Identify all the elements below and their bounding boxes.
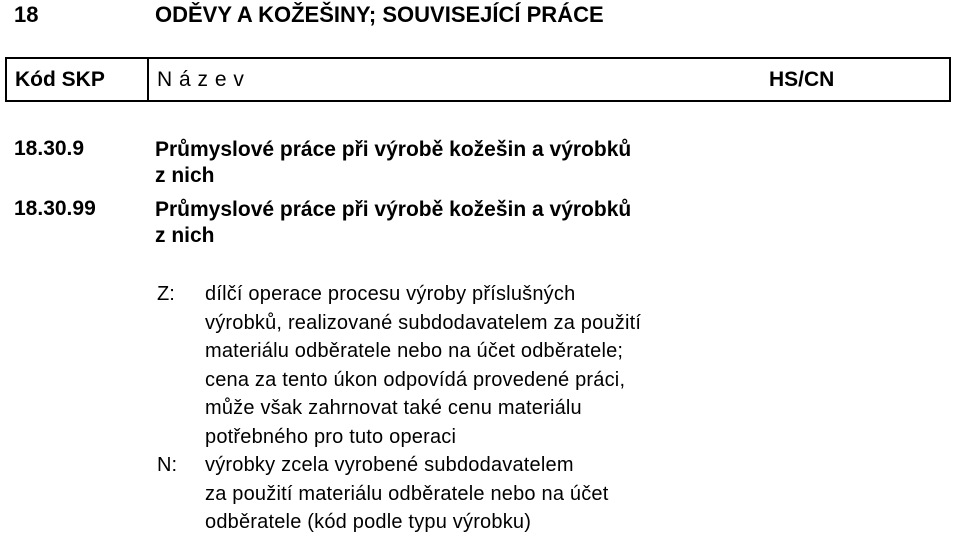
includes-line: materiálu odběratele nebo na účet odběratele; — [205, 340, 624, 362]
item-code: 18.30.9 — [14, 137, 85, 160]
excludes-text — [205, 451, 609, 537]
item-code: 18.30.99 — [14, 197, 96, 220]
excludes-line: za použití materiálu odběratele nebo na účet — [205, 482, 609, 505]
includes-label: Z: — [157, 283, 175, 305]
header-divider — [147, 59, 149, 100]
includes-line: může však zahrnovat také cenu materiálu — [205, 397, 582, 419]
section-title: ODĚVY A KOŽEŠINY; SOUVISEJÍCÍ PRÁCE — [155, 2, 604, 27]
includes-line: výrobků, realizované subdodavatelem za použití — [205, 311, 642, 334]
item-title-line: Průmyslové práce při výrobě kožešin a výrobků — [155, 138, 632, 161]
header-hscn-label: HS/CN — [769, 68, 835, 91]
header-name-label: N á z e v — [157, 68, 245, 91]
excludes-line: odběratele (kód podle typu výrobku) — [205, 511, 532, 533]
item-title — [155, 137, 631, 189]
section-number: 18 — [14, 2, 39, 27]
includes-line: cena za tento úkon odpovídá provedené práci, — [205, 368, 626, 391]
item-title-line: z nich — [155, 224, 215, 247]
header-code-label: Kód SKP — [15, 68, 105, 91]
includes-line: potřebného pro tuto operaci — [205, 425, 457, 448]
excludes-line: výrobky zcela vyrobené subdodavatelem — [205, 454, 574, 476]
includes-line: dílčí operace procesu výroby příslušných — [205, 283, 576, 305]
item-title-line: Průmyslové práce při výrobě kožešin a výrobků — [155, 198, 632, 221]
item-title-line: z nich — [155, 164, 215, 187]
excludes-label: N: — [157, 454, 177, 476]
item-title — [155, 197, 631, 249]
includes-text — [205, 280, 641, 451]
table-header — [5, 57, 951, 102]
